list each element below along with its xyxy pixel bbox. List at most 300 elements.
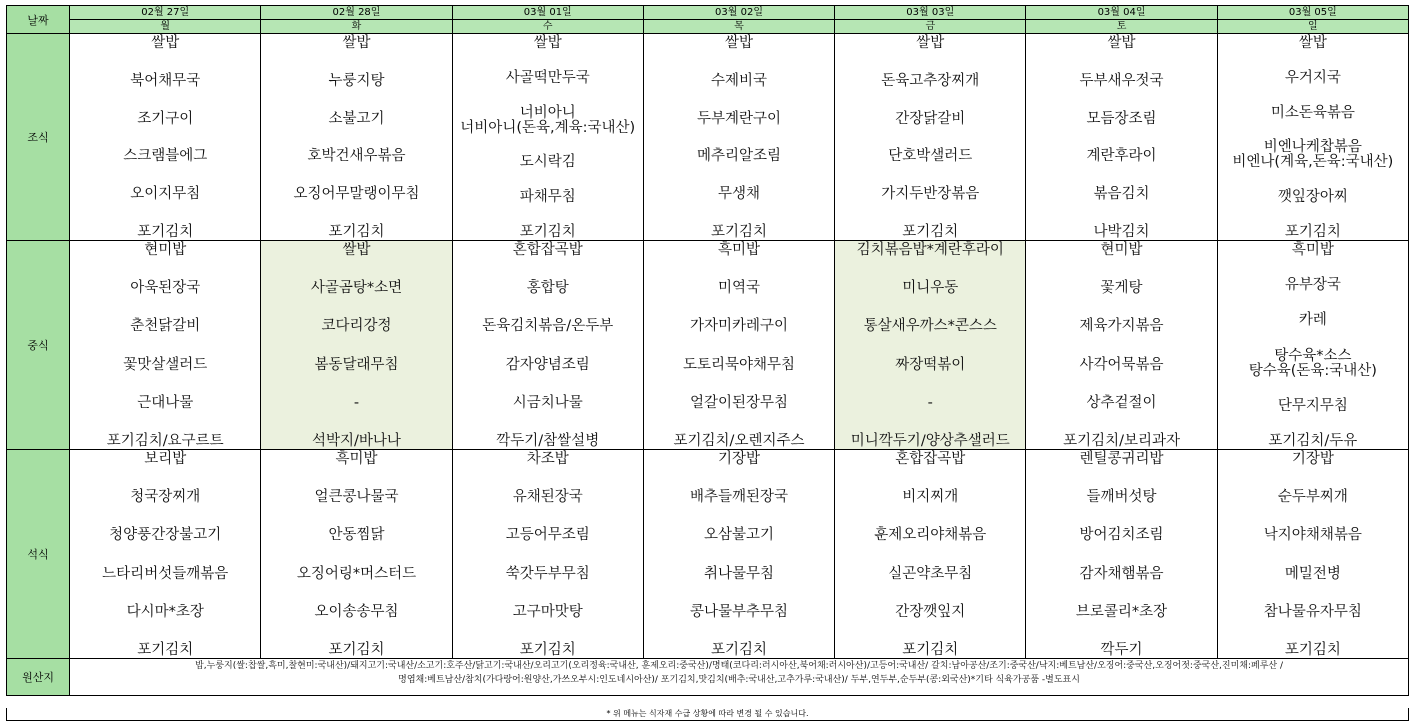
menu-item-group [1285,71,1341,86]
menu-item-group [1285,278,1341,293]
menu-item: 포기김치 [137,641,194,658]
menu-item-group [895,112,965,127]
menu-item: 렌틸콩귀리밥 [1079,451,1164,467]
menu-item-list [1026,450,1216,658]
menu-item-group [725,36,753,51]
menu-item-group [1080,74,1164,89]
menu-item: 우거지국 [1284,69,1341,86]
day-weekday: 일 [1217,20,1408,34]
menu-item-group [328,225,384,240]
menu-item: 감자채햄볶음 [1079,565,1164,582]
menu-item-group [881,187,979,202]
menu-item: 오삼불고기 [703,527,775,544]
menu-item: 파채무침 [519,189,576,206]
menu-cell [1217,450,1408,659]
menu-item: 근대나물 [137,394,194,411]
menu-item: 홍합탕 [526,280,569,297]
menu-cell [452,34,643,241]
menu-item: 브로콜리*초장 [1075,603,1168,620]
menu-item: 짜장떡볶이 [895,356,966,373]
menu-item-group [1087,149,1157,164]
menu-cell [70,241,261,450]
menu-item: 스크램블에그 [123,148,208,165]
menu-item-group [520,155,576,170]
menu-item: 청양풍간장불고기 [109,527,222,544]
menu-item: 탕수육(돈육:국내산) [1248,362,1377,379]
menu-item-group [1080,452,1164,467]
menu-item-group [874,528,986,543]
day-date: 02월 27일 [70,6,261,20]
menu-item: 포기김치 [710,641,768,658]
menu-item: 포기김치 [902,641,959,658]
menu-item-group [711,74,767,89]
menu-item: 콩나물부추무침 [689,603,789,620]
menu-item-list [261,450,451,658]
menu-item: 포기김치 [1284,641,1341,658]
menu-item: 포기김치 [1284,223,1341,240]
menu-item-group [513,490,583,505]
menu-item-group [697,149,781,164]
menu-item-group [718,452,760,467]
menu-item: 비엔나케찹볶음 [1263,139,1362,156]
menu-item: 기장밥 [717,451,761,467]
menu-item-group [1080,528,1164,543]
menu-item: 아욱된장국 [130,280,201,297]
menu-item-group [902,643,958,658]
menu-item-list [1218,241,1408,449]
menu-item-group [130,319,200,334]
menu-item-group [311,281,402,296]
menu-item: 취나물무침 [703,565,775,582]
menu-item-group [307,149,405,164]
menu-item-list [1026,34,1216,240]
menu-item: 실곤약초무침 [888,565,973,582]
menu-item: 배추들깨된장국 [689,489,789,506]
menu-item: 오징어링*머스터드 [296,565,417,582]
menu-item-group [1299,313,1327,328]
menu-cell [835,34,1026,241]
menu-item-list [70,450,260,658]
menu-item: 포기김치 [710,223,768,240]
menu-item-list [835,34,1025,240]
menu-item-group [690,605,788,620]
menu-item-group [711,225,767,240]
menu-item-group [527,452,569,467]
menu-item-group [711,643,767,658]
menu-item: 감자양념조림 [505,356,590,373]
menu-item: 혼합잡곡밥 [512,242,583,258]
menu-item-list [1026,241,1216,449]
menu-item-group [1278,190,1348,205]
origin-label: 원산지 [7,659,70,696]
menu-item: 석박지/바나나 [312,432,401,449]
menu-item: 봄동달래무침 [314,356,399,373]
menu-item: 호박건새우볶음 [307,148,406,165]
menu-item: 안동찜닭 [328,527,385,544]
menu-item: 깍두기/참쌀설병 [496,432,600,449]
menu-item-group [312,434,401,449]
menu-item-group [1094,225,1150,240]
menu-item: 쌀밥 [725,35,754,51]
menu-item: 춘천닭갈비 [130,318,201,335]
meal-label-dinner: 석식 [7,450,70,659]
menu-item: 볶음김치 [1093,186,1150,203]
menu-item: 돈육김치볶음/온두부 [482,318,614,335]
menu-item: 보리밥 [144,451,187,467]
menu-item-group [107,434,224,449]
menu-item: 훈제오리야채볶음 [874,527,987,544]
menu-item: 모듬장조림 [1086,110,1157,127]
menu-item: 포기김치 [137,223,194,240]
menu-item: 포기김치/두유 [1268,432,1358,449]
menu-item: 흑미밥 [1291,242,1334,258]
menu-item: 청국장찌개 [130,489,201,506]
menu-item: 단무지무침 [1277,397,1348,414]
menu-cell [70,34,261,241]
menu-item: 방어김치조림 [1079,527,1164,544]
menu-item: 포기김치 [328,223,385,240]
menu-item-group [1087,396,1157,411]
menu-item-group [520,643,576,658]
day-date: 03월 03일 [835,6,1026,20]
menu-item: 쌀밥 [916,35,945,51]
menu-item: 제육가지볶음 [1079,318,1164,335]
menu-item-list [70,241,260,449]
menu-item: 기장밥 [1291,451,1334,467]
origin-line: 명엽채:베트남산/참치(가다랑어:원양산,가쓰오부시:인도네시아산)/ 포기김치,맛김치(배추:국내산,고추가루:국내산)/ 두부,연두부,순두부(콩:외국산)*기타 식육가공품 -별도표시 [398,675,1080,685]
menu-item-group [109,528,221,543]
menu-item-group [1278,399,1348,414]
menu-item-list [644,241,834,449]
menu-cell [643,241,834,450]
menu-item-group [520,225,576,240]
menu-item-group [506,358,590,373]
menu-item-group [718,187,760,202]
menu-item-group [704,528,774,543]
menu-item: 쌀밥 [342,242,371,258]
menu-item-group [335,452,377,467]
menu-item: 사각어묵볶음 [1079,356,1164,373]
menu-item-group [888,149,972,164]
menu-item-group [460,106,635,136]
menu-item: 느타리버섯들깨볶음 [102,565,229,582]
meal-label-breakfast: 조식 [7,34,70,241]
menu-item-group [506,71,590,86]
menu-item: 참나물유자무침 [1263,603,1362,620]
menu-cell [1217,241,1408,450]
menu-item: 고등어무조림 [505,527,590,544]
menu-item: 쌀밥 [1107,35,1136,51]
menu-item-group [857,243,1004,258]
menu-item: 다시마*초장 [126,603,204,620]
menu-cell [452,450,643,659]
menu-item-list [644,34,834,240]
menu-item: 꽃맛살샐러드 [123,356,208,373]
menu-item: 얼갈이된장무침 [689,394,789,411]
menu-item-group [520,190,576,205]
menu-item-group [1101,281,1143,296]
day-weekday: 화 [261,20,452,34]
menu-item: 오이송송무침 [314,603,399,620]
menu-item: 카레 [1298,312,1327,329]
menu-item-group [137,112,193,127]
menu-item: 포기김치 [519,641,576,658]
menu-item-group [1271,106,1355,121]
menu-item: 비엔나(계육,돈육:국내산) [1232,154,1394,171]
menu-item: 도토리묵야채무침 [682,356,796,373]
menu-item: 북어채무국 [130,72,201,89]
menu-item: 깻잎장아찌 [1277,189,1348,206]
origin-line: 밥,누룽지(쌀:찹쌀,흑미,찰현미:국내산)/돼지고기:국내산/소고기:호주산/닭고기:국내산/오리고기(오리정육:국내산, 훈제오리:중국산)/명태(코다리:러시아산,북어채:러시아산)/고등어:국내산/ 갈치:남아공산/조기:중국산/낙지:베트남산/오징어:중국산,오징어젓:중국산,진미채:페루산 / [195,661,1283,671]
meal-label-lunch: 중식 [7,241,70,450]
menu-item-group [1292,452,1334,467]
menu-cell [1217,34,1408,241]
menu-item: 꽃게탕 [1100,280,1143,297]
menu-item-group [127,605,204,620]
menu-item: 미역국 [717,280,761,297]
menu-item: 쌀밥 [342,35,371,51]
menu-item-group [328,643,384,658]
menu-item-group [1278,490,1348,505]
menu-item-group [895,358,965,373]
menu-item: 소불고기 [328,110,385,127]
day-date: 03월 05일 [1217,6,1408,20]
menu-item-list [1218,450,1408,658]
menu-item-group [137,225,193,240]
menu-item-group [895,605,965,620]
menu-item-group [928,396,933,411]
day-date: 03월 01일 [452,6,643,20]
menu-item: 수제비국 [710,72,768,89]
menu-item-group [902,225,958,240]
menu-item-group [144,243,186,258]
menu-item-group [697,112,781,127]
menu-item: 차조밥 [526,451,569,467]
menu-item-list [644,450,834,658]
menu-item: 낙지야채채볶음 [1263,527,1362,544]
menu-item-group [314,490,398,505]
menu-cell [261,34,452,241]
menu-item: 포기김치 [328,641,385,658]
menu-item-group [1080,567,1164,582]
menu-item-group [130,490,200,505]
menu-item-group [690,396,788,411]
menu-item: 쌀밥 [1298,35,1327,51]
menu-item: 돈육고추장찌개 [881,72,980,89]
menu-item-group [1101,643,1143,658]
menu-item: 순두부찌개 [1277,489,1348,506]
menu-item: 포기김치 [519,223,576,240]
menu-item-group [342,243,370,258]
menu-item-group [902,281,958,296]
menu-item-group [151,36,179,51]
menu-item-group [881,74,979,89]
menu-item-group [1080,319,1164,334]
menu-item: 간장닭갈비 [895,110,966,127]
menu-item-group [1285,225,1341,240]
menu-item: 미니우동 [902,280,959,297]
menu-item-group [1285,643,1341,658]
menu-item-group [1268,434,1357,449]
menu-item-list [453,241,643,449]
menu-item: 흑미밥 [717,242,761,258]
menu-item-list [453,34,643,240]
menu-item: 상추겉절이 [1086,394,1157,411]
menu-item: 너비아니(돈육,계육:국내산) [460,119,636,136]
menu-cell [1026,34,1217,241]
menu-item-group [851,434,1010,449]
menu-item-group [718,281,760,296]
menu-item-group [690,490,788,505]
menu-item-group [1249,349,1377,379]
menu-item: 도시락김 [519,154,576,171]
menu-item-group [902,490,958,505]
menu-item: 간장깻잎지 [895,603,966,620]
menu-item: 코다리강정 [321,318,392,335]
menu-item-group [1264,528,1362,543]
menu-cell-highlighted [835,241,1026,450]
menu-item: 너비아니 [519,104,576,121]
menu-item: 비지찌개 [902,489,959,506]
menu-item: 들깨버섯탕 [1086,489,1157,506]
menu-item: 가자미카레구이 [689,318,789,335]
origin-row [7,659,1409,696]
origin-text [70,659,1409,696]
menu-item: 메밀전병 [1284,565,1341,582]
menu-item: 포기김치/오렌지주스 [673,432,805,449]
day-weekday: 수 [452,20,643,34]
day-weekday: 목 [643,20,834,34]
menu-item: 미니깍두기/양상추샐러드 [850,432,1010,449]
menu-item: 두부계란구이 [696,110,782,127]
menu-item-group [1108,36,1136,51]
day-date: 03월 04일 [1026,6,1217,20]
menu-item-list [835,241,1025,449]
menu-item-list [261,241,451,449]
menu-item: 탕수육*소스 [1274,347,1352,364]
menu-cell [261,450,452,659]
menu-item-group [354,396,359,411]
menu-item-group [888,567,972,582]
menu-item-group [895,452,965,467]
menu-item-group [1299,36,1327,51]
menu-item-group [1285,567,1341,582]
day-weekday: 월 [70,20,261,34]
lunch-row [7,241,1409,450]
menu-item: 유부장국 [1284,277,1341,294]
breakfast-row [7,34,1409,241]
menu-item: 사골곰탕*소면 [310,280,403,297]
menu-item-group [137,396,193,411]
menu-cell [643,450,834,659]
menu-item-list [453,450,643,658]
menu-item: 깍두기 [1100,641,1143,658]
menu-cell [70,450,261,659]
menu-item: 나박김치 [1093,223,1150,240]
menu-item-group [1087,490,1157,505]
menu-item: 계란후라이 [1086,148,1157,165]
menu-item-group [1101,243,1143,258]
menu-item: 메추리알조림 [696,148,782,165]
menu-item: 포기김치/요구르트 [106,432,224,449]
dinner-row [7,450,1409,659]
menu-item-group [482,319,613,334]
menu-item: 누룽지탕 [328,72,385,89]
meal-plan-table [6,5,1409,696]
day-weekday: 금 [835,20,1026,34]
date-header-label: 날짜 [7,6,70,34]
menu-item-group [506,528,590,543]
menu-item: 가지두반장볶음 [881,186,980,203]
day-weekday: 토 [1026,20,1217,34]
menu-item-list [261,34,451,240]
menu-item-group [293,187,419,202]
menu-cell [835,450,1026,659]
menu-item-group [513,243,583,258]
menu-item-group [1264,605,1362,620]
menu-item-group [130,281,200,296]
menu-item-group [137,643,193,658]
menu-cell [1026,450,1217,659]
menu-cell-highlighted [261,241,452,450]
menu-item-group [1232,140,1393,170]
menu-item: 통살새우까스*콘스스 [863,318,997,335]
menu-item: 얼큰콩나물국 [314,489,399,506]
menu-item: 무생채 [717,186,761,203]
menu-item: 사골떡만두국 [505,69,590,86]
menu-item: 조기구이 [137,110,194,127]
menu-item: 미소돈육볶음 [1270,104,1355,121]
menu-item-list [835,450,1025,658]
menu-item: 쌀밥 [151,35,180,51]
menu-item: 오이지무침 [130,186,201,203]
menu-item-group [683,358,795,373]
menu-item-group [130,187,200,202]
menu-item: 김치볶음밥*계란후라이 [856,242,1004,258]
menu-item-list [1218,34,1408,240]
menu-item-group [123,358,207,373]
menu-item: 혼합잡곡밥 [895,451,966,467]
menu-item: 단호박샐러드 [888,148,973,165]
menu-item: 포기김치/보리과자 [1063,432,1181,449]
menu-item-group [496,434,599,449]
menu-item-group [321,319,391,334]
menu-item-group [123,149,207,164]
menu-item: 현미밥 [1100,242,1143,258]
menu-cell [452,241,643,450]
menu-item-group [144,452,186,467]
menu-item: 쌀밥 [533,35,562,51]
menu-item-list [70,34,260,240]
menu-item-group [690,319,788,334]
menu-item-group [513,396,583,411]
menu-item-group [1087,112,1157,127]
menu-item-group [1063,434,1180,449]
menu-item: 현미밥 [144,242,187,258]
menu-item-group [506,567,590,582]
menu-item: 시금치나물 [512,394,583,411]
menu-item-group [328,528,384,543]
menu-item-group [1076,605,1167,620]
menu-item-group [342,36,370,51]
menu-cell [643,34,834,241]
menu-cell [1026,241,1217,450]
menu-item-group [1292,243,1334,258]
menu-item: 쑥갓두부무침 [505,565,590,582]
menu-item-group [314,358,398,373]
footer-note: * 위 메뉴는 식자재 수급 상황에 따라 변경 될 수 있습니다. [6,708,1409,721]
menu-item-group [297,567,416,582]
